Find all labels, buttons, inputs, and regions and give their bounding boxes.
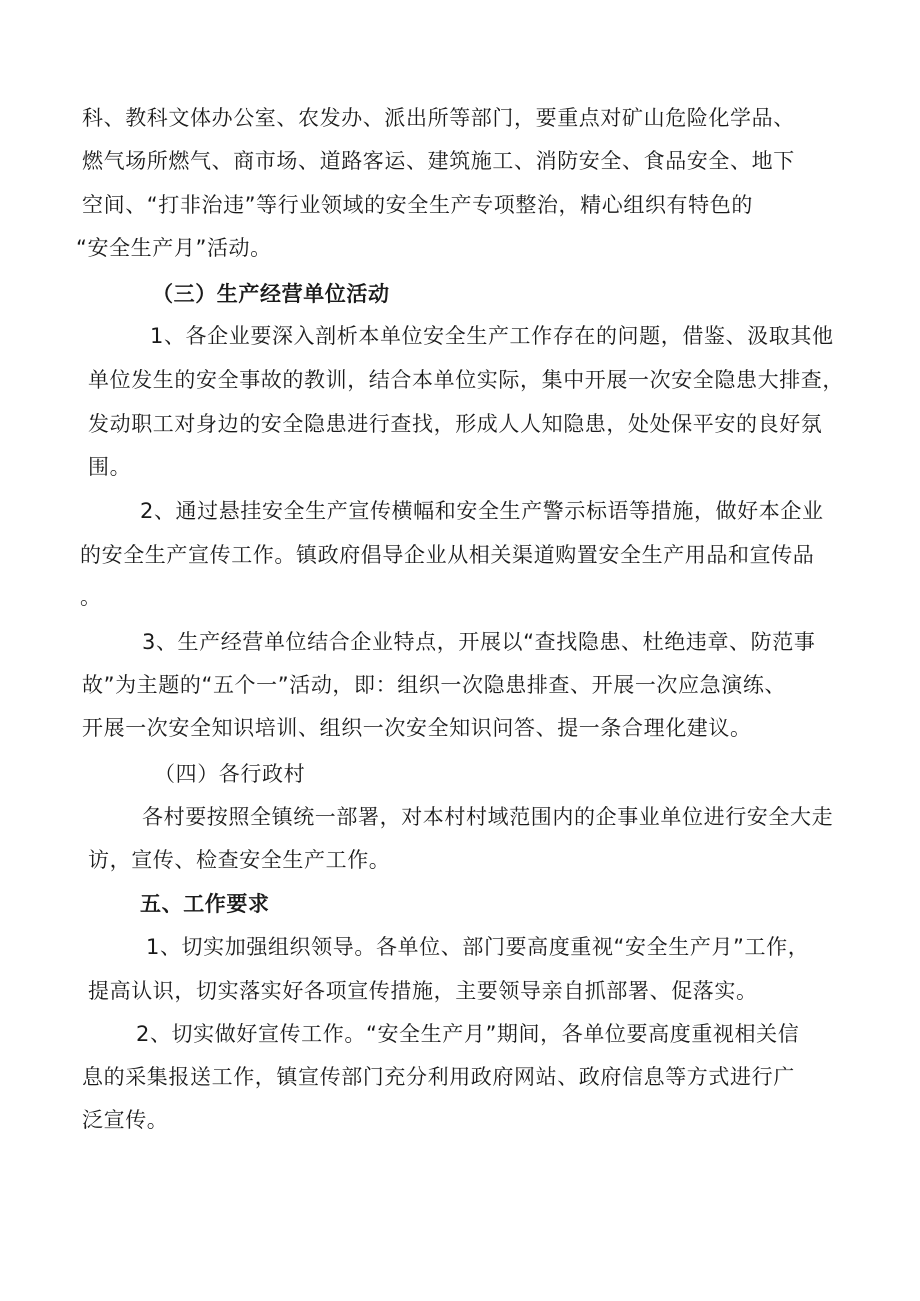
paragraph-line: 的安全生产宣传工作。镇政府倡导企业从相关渠道购置安全生产用品和宣传品 [80, 543, 815, 567]
paragraph-line: 空间、“打非治违”等行业领域的安全生产专项整治，精心组织有特色的 [82, 193, 753, 217]
paragraph-line: 访，宣传、检查安全生产工作。 [88, 848, 391, 872]
paragraph-line: 各村要按照全镇统一部署，对本村村域范围内的企事业单位进行安全大走 [142, 805, 834, 829]
paragraph-line: 2、切实做好宣传工作。“安全生产月”期间，各单位要高度重视相关信 [136, 1022, 800, 1046]
paragraph-line: 3、生产经营单位结合企业特点，开展以“查找隐患、杜绝违章、防范事 [142, 630, 816, 654]
paragraph-line: 息的采集报送工作，镇宣传部门充分利用政府网站、政府信息等方式进行广 [82, 1065, 795, 1089]
paragraph-line: 围。 [88, 455, 132, 479]
paragraph-line: 1、切实加强组织领导。各单位、部门要高度重视“安全生产月”工作， [146, 935, 810, 959]
paragraph-line: 2、通过悬挂安全生产宣传横幅和安全生产警示标语等措施，做好本企业 [140, 499, 824, 523]
section-heading: （三）生产经营单位活动 [152, 282, 390, 306]
paragraph-line: 科、教科文体办公室、农发办、派出所等部门，要重点对矿山危险化学品、 [82, 106, 795, 130]
section-heading: （四）各行政村 [154, 762, 306, 786]
section-heading: 五、工作要求 [140, 892, 270, 916]
paragraph-line: 1、各企业要深入剖析本单位安全生产工作存在的问题，借鉴、汲取其他 [150, 324, 834, 348]
paragraph-line: 。 [80, 585, 102, 609]
paragraph-line: 燃气场所燃气、商市场、道路客运、建筑施工、消防安全、食品安全、地下 [82, 149, 795, 173]
paragraph-line: 单位发生的安全事故的教训，结合本单位实际，集中开展一次安全隐患大排查， [88, 368, 844, 392]
paragraph-line: “安全生产月”活动。 [76, 236, 272, 260]
paragraph-line: 故”为主题的“五个一”活动，即：组织一次隐患排查、开展一次应急演练、 [82, 673, 787, 697]
paragraph-line: 开展一次安全知识培训、组织一次安全知识问答、提一条合理化建议。 [82, 716, 752, 740]
paragraph-line: 泛宣传。 [82, 1108, 169, 1132]
paragraph-line: 提高认识，切实落实好各项宣传措施，主要领导亲自抓部署、促落实。 [88, 979, 758, 1003]
paragraph-line: 发动职工对身边的安全隐患进行查找，形成人人知隐患，处处保平安的良好氛 [88, 412, 823, 436]
